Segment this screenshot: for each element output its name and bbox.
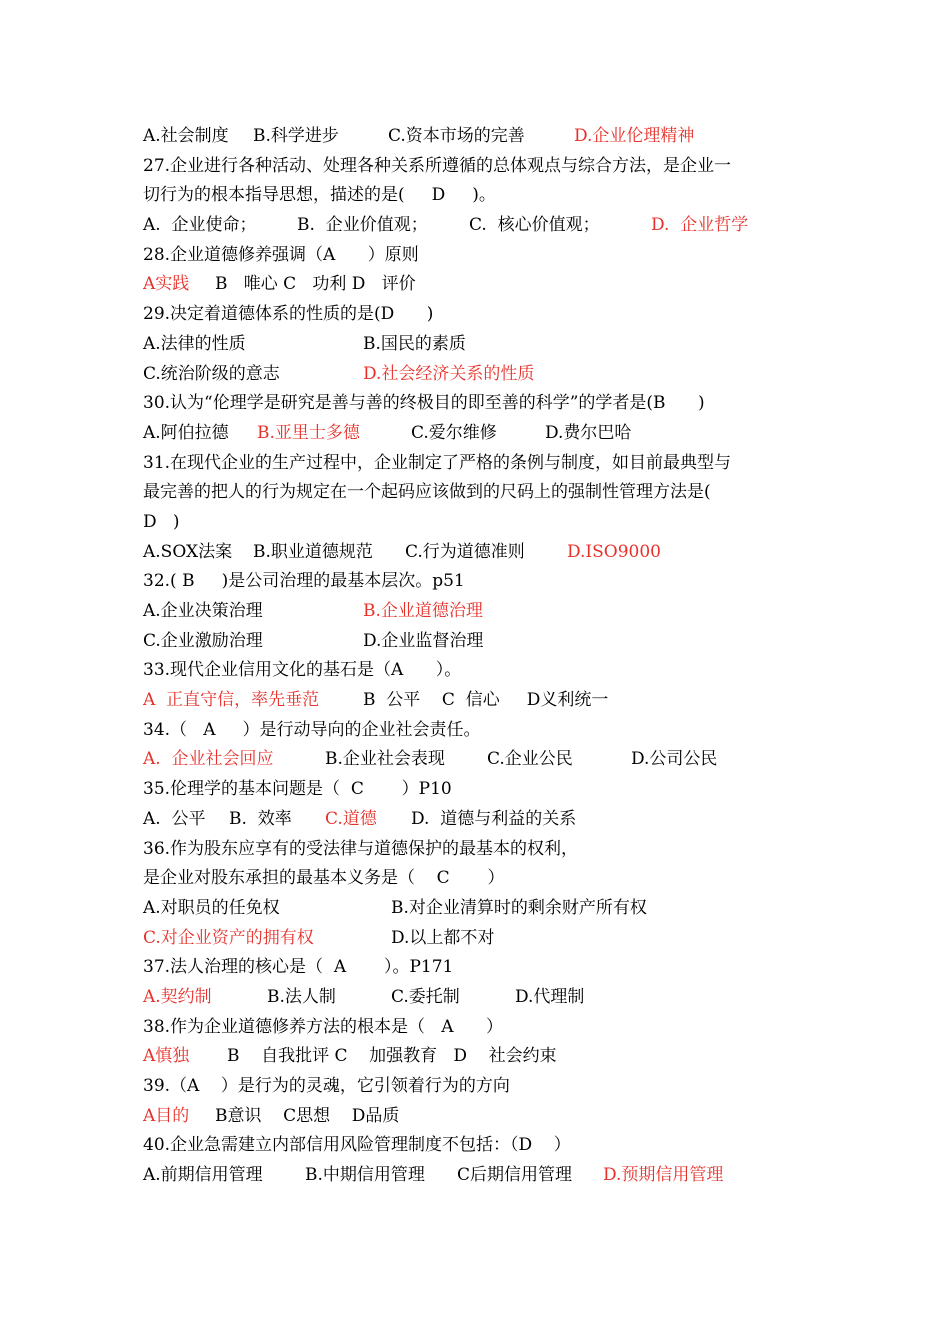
question-line: 36.作为股东应享有的受法律与道德保护的最基本的权利，	[143, 838, 579, 859]
options-line	[143, 686, 823, 716]
options-line	[143, 805, 823, 835]
question-line: 切行为的根本指导思想，描述的是( D )。	[143, 185, 496, 206]
options-line	[143, 627, 823, 657]
options-line	[143, 1102, 823, 1132]
answer-option: A. 企业社会回应	[143, 749, 274, 770]
answer-option: B.企业道德治理	[363, 601, 483, 621]
question-line: 33.现代企业信用文化的基石是（A ）。	[143, 660, 462, 681]
option: B.科学进步	[253, 126, 339, 146]
option: D.费尔巴哈	[545, 422, 632, 443]
answer-option: A目的	[143, 1105, 190, 1126]
question-line: 是企业对股东承担的最基本义务是（ C ）	[143, 868, 505, 889]
option: C.资本市场的完善	[388, 126, 525, 146]
options-line	[143, 745, 823, 775]
question-line: 37.法人治理的核心是（ A ）。P171	[143, 957, 454, 978]
option: B. 效率	[229, 808, 292, 829]
options-line	[143, 538, 823, 568]
option: B.法人制	[267, 986, 336, 1007]
question-list	[143, 122, 823, 1191]
option: B. 企业价值观；	[297, 215, 428, 236]
option: B 自我批评 C 加强教育 D 社会约束	[227, 1046, 557, 1067]
answer-option: D. 企业哲学	[651, 215, 749, 236]
option: B.国民的素质	[363, 333, 466, 354]
question-line: 38.作为企业道德修养方法的根本是（ A ）	[143, 1016, 503, 1037]
option: C.委托制	[391, 986, 460, 1007]
answer-option: D.ISO9000	[567, 541, 661, 562]
options-line	[143, 419, 823, 449]
option: B 唯心 C 功利 D 评价	[215, 274, 416, 295]
option: A.SOX法案	[143, 541, 233, 562]
question-line: 30.认为“伦理学是研究是善与善的终极目的即至善的科学”的学者是(B )	[143, 393, 705, 414]
options-line	[143, 1042, 823, 1072]
answer-option: D.企业伦理精神	[574, 126, 695, 146]
question-line: 34.（ A ）是行动导向的企业社会责任。	[143, 719, 481, 740]
option: C.企业公民	[487, 749, 573, 770]
answer-option: C.对企业资产的拥有权	[143, 927, 314, 948]
question-line: 最完善的把人的行为规定在一个起码应该做到的尺码上的强制性管理方法是(	[143, 482, 711, 503]
option: A.社会制度	[143, 126, 229, 146]
question-line: 27.企业进行各种活动、处理各种关系所遵循的总体观点与综合方法，是企业一	[143, 155, 732, 176]
option: A.前期信用管理	[143, 1165, 263, 1186]
question-line: 32.( B )是公司治理的最基本层次。p51	[143, 571, 465, 592]
option: B.对企业清算时的剩余财产所有权	[391, 897, 647, 918]
answer-option: D.社会经济关系的性质	[363, 363, 535, 384]
question-line: D )	[143, 511, 180, 532]
options-line	[143, 983, 823, 1013]
question-line: 29.决定着道德体系的性质的是(D )	[143, 304, 434, 325]
options-line	[143, 270, 823, 300]
question-line: 39.（A ）是行为的灵魂，它引领着行为的方向	[143, 1076, 510, 1096]
option: D.公司公民	[631, 749, 718, 770]
option: A.阿伯拉德	[143, 422, 229, 443]
option: A. 公平	[143, 808, 206, 829]
options-line	[143, 330, 823, 360]
option: C. 核心价值观；	[469, 215, 600, 236]
question-line: 28.企业道德修养强调（A ）原则	[143, 244, 419, 265]
option: D. 道德与利益的关系	[411, 808, 577, 829]
option: B意识 C思想 D品质	[215, 1105, 400, 1126]
option: C后期信用管理	[457, 1165, 573, 1186]
option: B.企业社会表现	[325, 749, 445, 770]
options-line	[143, 360, 823, 390]
answer-option: D.预期信用管理	[603, 1165, 724, 1186]
question-line: 40.企业急需建立内部信用风险管理制度不包括：（D ）	[143, 1135, 571, 1156]
options-line	[143, 924, 823, 954]
options-line	[143, 211, 823, 241]
answer-option: A 正直守信，率先垂范	[143, 690, 320, 711]
answer-option: B.亚里士多德	[257, 422, 360, 443]
answer-option: C.道德	[325, 808, 377, 829]
answer-option: A.契约制	[143, 986, 212, 1007]
option: B 公平 C 信心 D义利统一	[363, 690, 609, 711]
option: D.代理制	[515, 986, 585, 1007]
options-line	[143, 894, 823, 924]
option: B.中期信用管理	[305, 1165, 425, 1186]
option: C.行为道德准则	[405, 541, 525, 562]
option: A.企业决策治理	[143, 601, 263, 621]
option: D.企业监督治理	[363, 630, 484, 651]
option: C.统治阶级的意志	[143, 363, 280, 384]
question-line: 31.在现代企业的生产过程中，企业制定了严格的条例与制度，如目前最典型与	[143, 452, 732, 473]
answer-option: A慎独	[143, 1046, 190, 1067]
options-line	[143, 1161, 823, 1191]
option: A.对职员的任免权	[143, 897, 280, 918]
option: A. 企业使命；	[143, 215, 257, 236]
options-line	[143, 122, 823, 152]
option: C.企业激励治理	[143, 630, 263, 651]
option: D.以上都不对	[391, 927, 495, 948]
question-line: 35.伦理学的基本问题是（ C ）P10	[143, 779, 452, 800]
option: B.职业道德规范	[253, 541, 373, 562]
option: C.爱尔维修	[411, 422, 497, 443]
answer-option: A实践	[143, 274, 190, 295]
option: A.法律的性质	[143, 333, 246, 354]
options-line	[143, 597, 823, 627]
